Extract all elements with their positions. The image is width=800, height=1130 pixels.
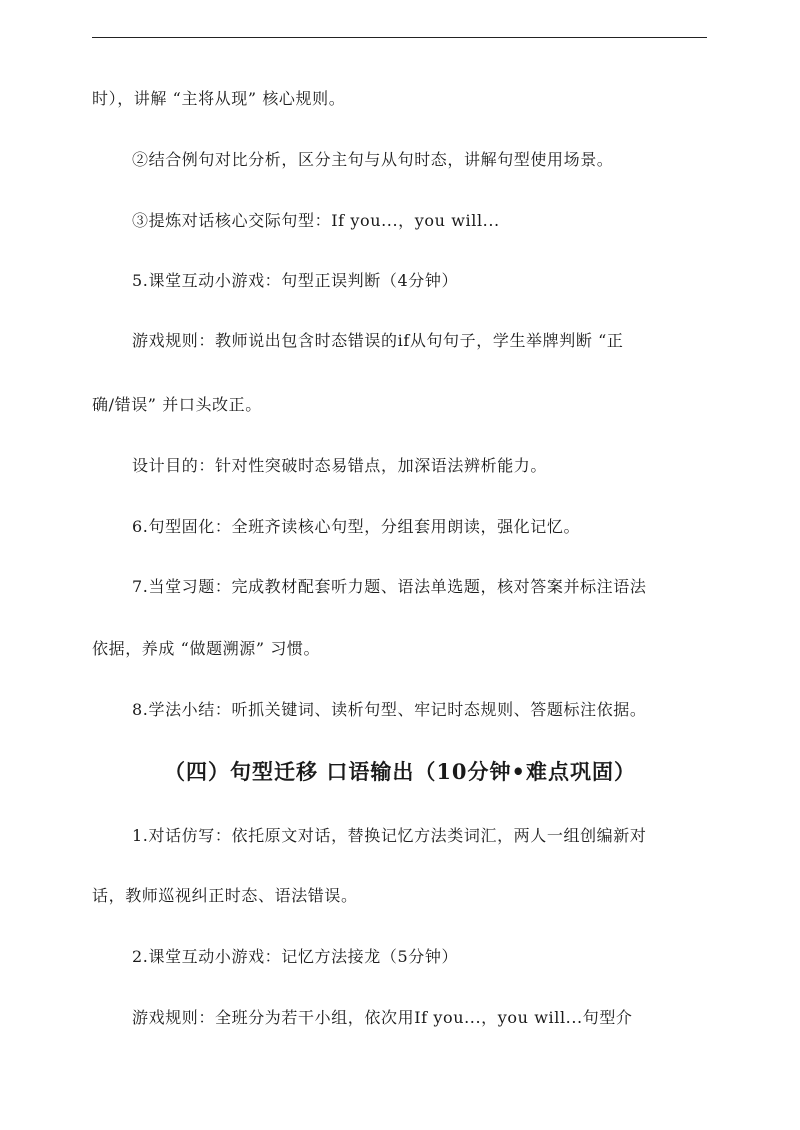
header-rule	[92, 37, 707, 38]
paragraph-line: 6.句型固化：全班齐读核心句型，分组套用朗读，强化记忆。	[132, 517, 581, 536]
paragraph-line: 时），讲解 “主将从现” 核心规则。	[92, 89, 346, 108]
paragraph-line: 游戏规则：全班分为若干小组，依次用If you...，you will...句型介	[132, 1008, 633, 1027]
paragraph-line: 游戏规则：教师说出包含时态错误的if从句句子，学生举牌判断 “正	[132, 331, 624, 350]
paragraph-line: 确/错误” 并口头改正。	[92, 395, 262, 414]
paragraph-line: 8.学法小结：听抓关键词、读析句型、牢记时态规则、答题标注依据。	[132, 700, 647, 719]
paragraph-line: 依据，养成 “做题溯源” 习惯。	[92, 639, 321, 658]
paragraph-line: 7.当堂习题：完成教材配套听力题、语法单选题，核对答案并标注语法	[132, 577, 647, 596]
paragraph-line: 设计目的：针对性突破时态易错点，加深语法辨析能力。	[132, 456, 548, 475]
paragraph-line: 1.对话仿写：依托原文对话，替换记忆方法类词汇，两人一组创编新对	[132, 826, 647, 845]
paragraph-line: 话，教师巡视纠正时态、语法错误。	[92, 886, 358, 905]
paragraph-line: ②结合例句对比分析，区分主句与从句时态，讲解句型使用场景。	[132, 150, 614, 169]
section-heading: （四）句型迁移 口语输出（10分钟•难点巩固）	[164, 759, 636, 784]
paragraph-line: 5.课堂互动小游戏：句型正误判断（4分钟）	[132, 271, 459, 290]
paragraph-line: ③提炼对话核心交际句型：If you...，you will...	[132, 211, 500, 230]
paragraph-line: 2.课堂互动小游戏：记忆方法接龙（5分钟）	[132, 947, 459, 966]
